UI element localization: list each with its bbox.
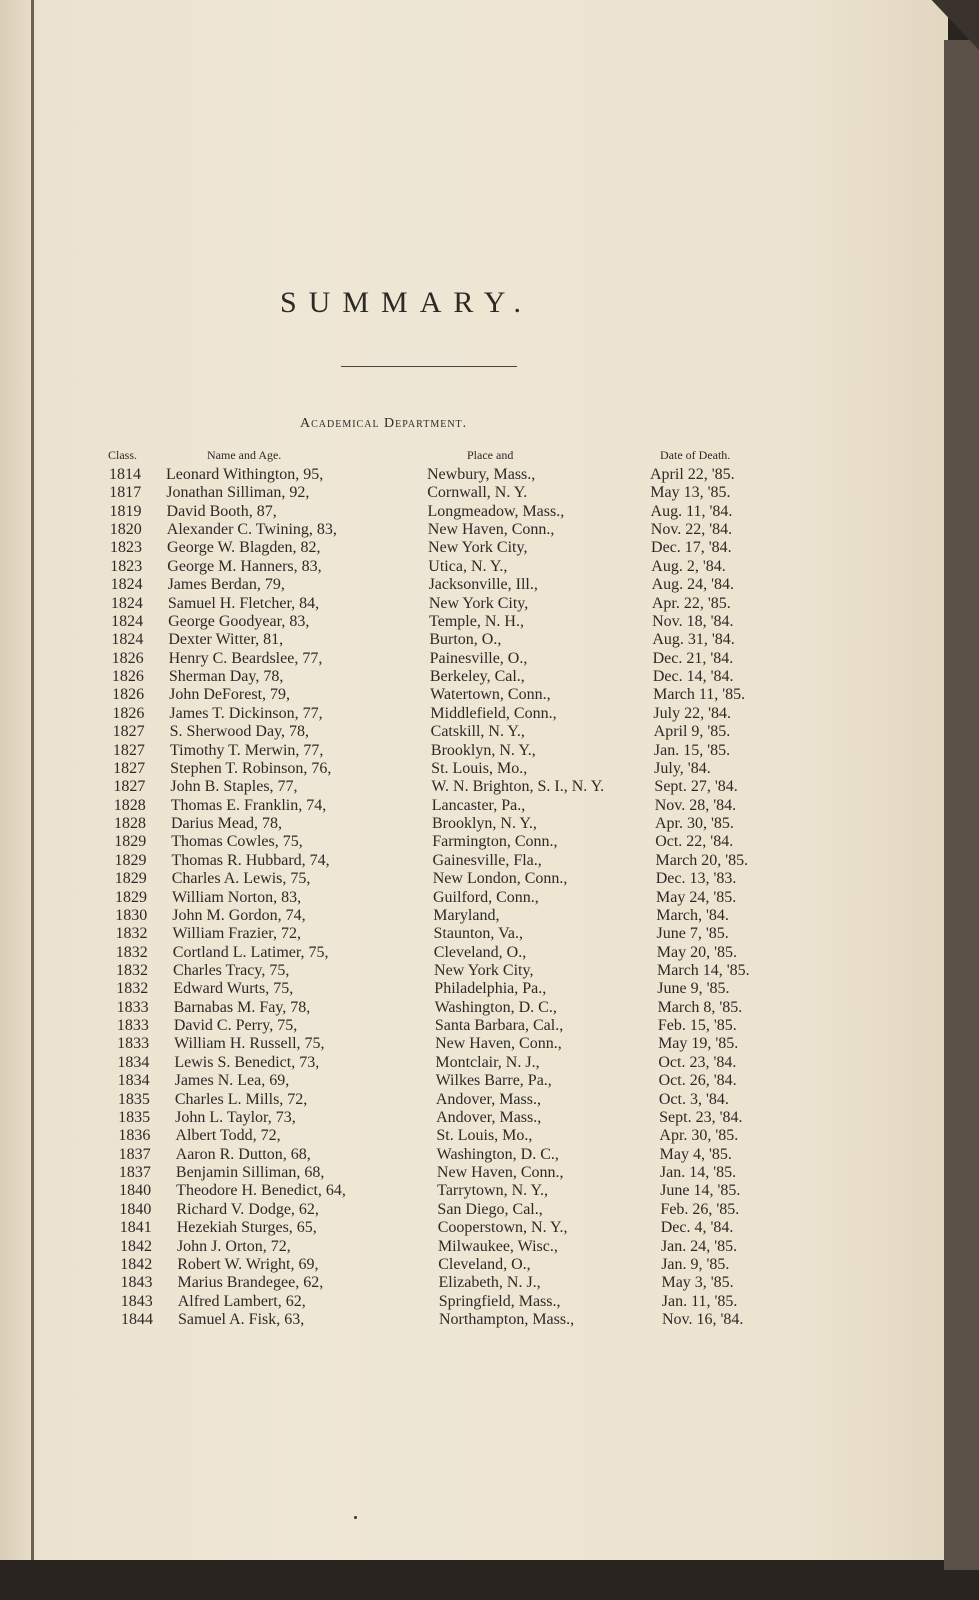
name-and-age: Samuel A. Fisk, 63, bbox=[178, 1311, 305, 1329]
table-row bbox=[0, 760, 948, 778]
place: Cornwall, N. Y. bbox=[427, 484, 528, 502]
date-of-death: Apr. 30, '85. bbox=[659, 1127, 739, 1145]
table-row bbox=[0, 797, 948, 815]
name-and-age: David C. Perry, 75, bbox=[173, 1017, 298, 1035]
place: Longmeadow, Mass., bbox=[427, 502, 565, 520]
name-and-age: James N. Lea, 69, bbox=[174, 1072, 290, 1090]
place: Washington, D. C., bbox=[436, 1145, 559, 1163]
date-of-death: July 22, '84. bbox=[653, 704, 731, 722]
place: Andover, Mass., bbox=[436, 1108, 542, 1126]
header-class: Class. bbox=[108, 448, 138, 462]
name-and-age: James Berdan, 79, bbox=[167, 576, 285, 594]
date-of-death: Feb. 26, '85. bbox=[660, 1200, 740, 1218]
date-of-death: Aug. 2, '84. bbox=[651, 557, 726, 575]
date-of-death: Dec. 14, '84. bbox=[652, 668, 734, 686]
class-year: 1843 bbox=[120, 1274, 153, 1292]
date-of-death: Sept. 23, '84. bbox=[659, 1108, 743, 1126]
place: Cleveland, O., bbox=[438, 1255, 531, 1273]
name-and-age: John L. Taylor, 73, bbox=[175, 1108, 296, 1126]
place: Guilford, Conn., bbox=[433, 888, 539, 906]
table-row bbox=[0, 742, 948, 760]
place: Painesville, O., bbox=[429, 649, 528, 667]
date-of-death: March, '84. bbox=[656, 906, 729, 924]
title-divider bbox=[341, 366, 517, 367]
place: New York City, bbox=[428, 539, 528, 557]
name-and-age: Alfred Lambert, 62, bbox=[177, 1292, 306, 1310]
date-of-death: June 14, '85. bbox=[660, 1182, 741, 1200]
class-year: 1820 bbox=[109, 521, 142, 539]
name-and-age: James T. Dickinson, 77, bbox=[169, 704, 323, 722]
name-and-age: Benjamin Silliman, 68, bbox=[175, 1164, 325, 1182]
table-row bbox=[0, 1054, 948, 1072]
class-year: 1814 bbox=[109, 466, 141, 483]
place: Wilkes Barre, Pa., bbox=[435, 1072, 552, 1090]
date-of-death: Dec. 4, '84. bbox=[660, 1219, 734, 1237]
date-of-death: Apr. 22, '85. bbox=[651, 594, 731, 612]
table-row bbox=[0, 705, 948, 723]
table-row bbox=[0, 521, 948, 539]
table-row bbox=[0, 962, 948, 980]
class-year: 1835 bbox=[118, 1108, 151, 1126]
name-and-age: Dexter Witter, 81, bbox=[168, 631, 284, 649]
name-and-age: Jonathan Silliman, 92, bbox=[166, 484, 310, 502]
name-and-age: John J. Orton, 72, bbox=[176, 1237, 291, 1255]
table-row bbox=[0, 1164, 948, 1182]
name-and-age: Thomas R. Hubbard, 74, bbox=[171, 851, 330, 869]
date-of-death: Jan. 11, '85. bbox=[661, 1292, 738, 1310]
name-and-age: William H. Russell, 75, bbox=[174, 1035, 325, 1053]
name-and-age: Albert Todd, 72, bbox=[175, 1127, 281, 1145]
date-of-death: June 7, '85. bbox=[656, 925, 729, 943]
table-row bbox=[0, 1274, 948, 1292]
table-row bbox=[0, 723, 948, 741]
table-row bbox=[0, 631, 948, 649]
date-of-death: April 9, '85. bbox=[653, 723, 731, 741]
name-and-age: William Norton, 83, bbox=[172, 888, 302, 906]
place: Burton, O., bbox=[429, 631, 502, 649]
class-year: 1828 bbox=[113, 796, 146, 814]
name-and-age: Robert W. Wright, 69, bbox=[177, 1255, 319, 1273]
place: Elizabeth, N. J., bbox=[438, 1274, 541, 1292]
date-of-death: Sept. 27, '84. bbox=[654, 778, 738, 796]
table-row bbox=[0, 503, 948, 521]
name-and-age: Leonard Withington, 95, bbox=[166, 466, 324, 483]
date-of-death: Dec. 17, '84. bbox=[651, 539, 732, 557]
place: Staunton, Va., bbox=[433, 925, 523, 943]
table-row bbox=[0, 650, 948, 668]
page-title: SUMMARY. bbox=[280, 286, 534, 319]
place: Watertown, Conn., bbox=[430, 686, 551, 704]
table-row bbox=[0, 1219, 948, 1237]
name-and-age: Thomas E. Franklin, 74, bbox=[170, 796, 327, 814]
place: Temple, N. H., bbox=[429, 612, 524, 630]
table-row bbox=[0, 815, 948, 833]
class-year: 1829 bbox=[114, 870, 147, 888]
name-and-age: Charles Tracy, 75, bbox=[173, 961, 290, 979]
class-year: 1826 bbox=[111, 668, 144, 686]
class-year: 1834 bbox=[117, 1053, 150, 1071]
place: Washington, D. C., bbox=[434, 998, 557, 1016]
place: New London, Conn., bbox=[432, 870, 568, 888]
table-row bbox=[0, 980, 948, 998]
name-and-age: Charles A. Lewis, 75, bbox=[171, 870, 311, 888]
class-year: 1828 bbox=[113, 815, 146, 833]
table-row bbox=[0, 778, 948, 796]
page-mark bbox=[354, 1516, 357, 1519]
date-of-death: Dec. 13, '83. bbox=[655, 870, 737, 888]
place: Cleveland, O., bbox=[433, 943, 527, 961]
place: Tarrytown, N. Y., bbox=[437, 1182, 549, 1200]
class-year: 1833 bbox=[116, 998, 149, 1016]
date-of-death: March 14, '85. bbox=[657, 961, 750, 979]
class-year: 1835 bbox=[117, 1090, 150, 1108]
table-row bbox=[0, 1201, 948, 1219]
name-and-age: Richard V. Dodge, 62, bbox=[176, 1200, 319, 1218]
date-of-death: Dec. 21, '84. bbox=[652, 649, 734, 667]
name-and-age: Lewis S. Benedict, 73, bbox=[174, 1053, 320, 1071]
class-year: 1842 bbox=[119, 1237, 152, 1255]
class-year: 1824 bbox=[110, 594, 143, 612]
class-year: 1827 bbox=[113, 778, 146, 796]
place: Newbury, Mass., bbox=[427, 466, 536, 483]
name-and-age: Aaron R. Dutton, 68, bbox=[175, 1145, 311, 1163]
table-row bbox=[0, 1072, 948, 1090]
date-of-death: March 8, '85. bbox=[657, 998, 743, 1016]
table-row bbox=[0, 484, 948, 502]
place: Jacksonville, Ill., bbox=[428, 576, 538, 594]
place: Berkeley, Cal., bbox=[429, 668, 525, 686]
name-and-age: Hezekiah Sturges, 65, bbox=[176, 1219, 317, 1237]
place: Philadelphia, Pa., bbox=[434, 980, 547, 998]
date-of-death: Aug. 24, '84. bbox=[651, 576, 734, 594]
place: New Haven, Conn., bbox=[427, 521, 555, 539]
date-of-death: May 19, '85. bbox=[658, 1035, 739, 1053]
class-year: 1837 bbox=[118, 1164, 151, 1182]
table-row bbox=[0, 1017, 948, 1035]
place: Catskill, N. Y., bbox=[430, 723, 525, 741]
name-and-age: George W. Blagden, 82, bbox=[167, 539, 321, 557]
date-of-death: May 4, '85. bbox=[659, 1145, 732, 1163]
place: Andover, Mass., bbox=[435, 1090, 541, 1108]
table-row bbox=[0, 539, 948, 557]
name-and-age: Samuel H. Fletcher, 84, bbox=[167, 594, 320, 612]
name-and-age: Stephen T. Robinson, 76, bbox=[170, 759, 332, 777]
table-row bbox=[0, 1238, 948, 1256]
class-year: 1840 bbox=[119, 1182, 152, 1200]
class-year: 1833 bbox=[117, 1035, 150, 1053]
table-row bbox=[0, 1091, 948, 1109]
date-of-death: Jan. 14, '85. bbox=[659, 1164, 737, 1182]
date-of-death: Oct. 26, '84. bbox=[658, 1072, 737, 1090]
name-and-age: Thomas Cowles, 75, bbox=[171, 833, 303, 851]
place: Northampton, Mass., bbox=[439, 1311, 575, 1329]
class-year: 1832 bbox=[116, 980, 149, 998]
date-of-death: Nov. 28, '84. bbox=[654, 796, 737, 814]
table-row bbox=[0, 686, 948, 704]
class-year: 1829 bbox=[114, 851, 147, 869]
name-and-age: Timothy T. Merwin, 77, bbox=[169, 741, 324, 759]
place: Lancaster, Pa., bbox=[431, 796, 526, 814]
place: St. Louis, Mo., bbox=[436, 1127, 533, 1145]
class-year: 1827 bbox=[112, 741, 145, 759]
name-and-age: David Booth, 87, bbox=[166, 502, 277, 520]
class-year: 1844 bbox=[121, 1311, 153, 1329]
page-edge-shadow bbox=[944, 40, 979, 1570]
class-year: 1833 bbox=[116, 1017, 149, 1035]
date-of-death: April 22, '85. bbox=[650, 466, 735, 483]
table-row bbox=[0, 944, 948, 962]
header-place: Place and bbox=[467, 448, 514, 462]
class-year: 1817 bbox=[109, 484, 142, 502]
place: St. Louis, Mo., bbox=[431, 759, 528, 777]
name-and-age: William Frazier, 72, bbox=[172, 925, 301, 943]
table-row bbox=[0, 668, 948, 686]
table-row bbox=[0, 1127, 948, 1145]
table-row bbox=[0, 907, 948, 925]
class-year: 1819 bbox=[109, 502, 142, 520]
date-of-death: Jan. 9, '85. bbox=[661, 1255, 730, 1273]
date-of-death: May 24, '85. bbox=[656, 888, 737, 906]
table-row bbox=[0, 852, 948, 870]
class-year: 1823 bbox=[110, 557, 143, 575]
name-and-age: Henry C. Beardslee, 77, bbox=[168, 649, 323, 667]
place: San Diego, Cal., bbox=[437, 1200, 543, 1218]
place: Brooklyn, N. Y., bbox=[430, 741, 536, 759]
place: Middlefield, Conn., bbox=[430, 704, 557, 722]
table-row bbox=[0, 889, 948, 907]
date-of-death: Nov. 16, '84. bbox=[662, 1311, 744, 1329]
name-and-age: George Goodyear, 83, bbox=[168, 612, 310, 630]
name-and-age: Darius Mead, 78, bbox=[170, 815, 283, 833]
class-year: 1830 bbox=[115, 906, 148, 924]
date-of-death: March 11, '85. bbox=[653, 686, 746, 704]
date-of-death: Feb. 15, '85. bbox=[657, 1017, 737, 1035]
class-year: 1842 bbox=[120, 1255, 153, 1273]
name-and-age: Theodore H. Benedict, 64, bbox=[176, 1182, 346, 1200]
date-of-death: Aug. 11, '84. bbox=[650, 502, 733, 520]
table-row bbox=[0, 558, 948, 576]
class-year: 1840 bbox=[119, 1200, 152, 1218]
name-and-age: Sherman Day, 78, bbox=[168, 668, 284, 686]
class-year: 1837 bbox=[118, 1145, 151, 1163]
class-year: 1834 bbox=[117, 1072, 150, 1090]
name-and-age: John M. Gordon, 74, bbox=[172, 906, 306, 924]
date-of-death: Nov. 18, '84. bbox=[652, 612, 734, 630]
class-year: 1832 bbox=[115, 943, 148, 961]
table-row bbox=[0, 613, 948, 631]
table-row bbox=[0, 1109, 948, 1127]
name-and-age: Marius Brandegee, 62, bbox=[177, 1274, 324, 1292]
date-of-death: Oct. 23, '84. bbox=[658, 1053, 737, 1071]
place: Utica, N. Y., bbox=[428, 557, 508, 575]
place: Springfield, Mass., bbox=[438, 1292, 561, 1310]
place: New Haven, Conn., bbox=[435, 1035, 562, 1053]
class-year: 1826 bbox=[112, 686, 145, 704]
date-of-death: May 20, '85. bbox=[656, 943, 737, 961]
header-name: Name and Age. bbox=[207, 448, 282, 462]
table-row bbox=[0, 999, 948, 1017]
date-of-death: May 13, '85. bbox=[650, 484, 731, 502]
place: Milwaukee, Wisc., bbox=[437, 1237, 558, 1255]
place: Montclair, N. J., bbox=[435, 1053, 540, 1071]
place: Maryland, bbox=[433, 906, 500, 924]
place: Santa Barbara, Cal., bbox=[434, 1017, 564, 1035]
class-year: 1829 bbox=[114, 833, 147, 851]
class-year: 1824 bbox=[111, 612, 144, 630]
table-row bbox=[0, 1293, 948, 1311]
table-row bbox=[0, 870, 948, 888]
place: New York City, bbox=[434, 961, 534, 979]
class-year: 1826 bbox=[111, 649, 144, 667]
place: Farmington, Conn., bbox=[432, 833, 558, 851]
name-and-age: John B. Staples, 77, bbox=[170, 778, 298, 796]
date-of-death: Oct. 22, '84. bbox=[655, 833, 734, 851]
date-of-death: Jan. 15, '85. bbox=[653, 741, 731, 759]
class-year: 1841 bbox=[119, 1219, 152, 1237]
class-year: 1836 bbox=[118, 1127, 151, 1145]
date-of-death: Apr. 30, '85. bbox=[654, 815, 734, 833]
name-and-age: Charles L. Mills, 72, bbox=[174, 1090, 308, 1108]
name-and-age: Cortland L. Latimer, 75, bbox=[172, 943, 329, 961]
table-row bbox=[0, 466, 948, 484]
place: New Haven, Conn., bbox=[436, 1164, 564, 1182]
place: Cooperstown, N. Y., bbox=[437, 1219, 568, 1237]
name-and-age: Barnabas M. Fay, 78, bbox=[173, 998, 311, 1016]
place: W. N. Brighton, S. I., N. Y. bbox=[431, 778, 605, 796]
name-and-age: Edward Wurts, 75, bbox=[173, 980, 294, 998]
table-row bbox=[0, 1182, 948, 1200]
table-row bbox=[0, 925, 948, 943]
table-row bbox=[0, 1146, 948, 1164]
section-heading: Academical Department. bbox=[300, 416, 468, 431]
class-year: 1843 bbox=[120, 1292, 153, 1310]
date-of-death: March 20, '85. bbox=[655, 851, 749, 869]
name-and-age: George M. Hanners, 83, bbox=[167, 557, 322, 575]
date-of-death: Aug. 31, '84. bbox=[652, 631, 735, 649]
class-year: 1827 bbox=[112, 723, 145, 741]
date-of-death: Jan. 24, '85. bbox=[660, 1237, 738, 1255]
place: Brooklyn, N. Y., bbox=[431, 815, 537, 833]
table-row bbox=[0, 1311, 948, 1329]
table-row bbox=[0, 576, 948, 594]
class-year: 1832 bbox=[115, 925, 148, 943]
class-year: 1824 bbox=[111, 631, 144, 649]
name-and-age: Alexander C. Twining, 83, bbox=[166, 521, 337, 539]
name-and-age: John DeForest, 79, bbox=[169, 686, 291, 704]
class-year: 1826 bbox=[112, 704, 145, 722]
class-year: 1824 bbox=[110, 576, 143, 594]
class-year: 1829 bbox=[115, 888, 147, 906]
date-of-death: Nov. 22, '84. bbox=[650, 521, 733, 539]
date-of-death: July, '84. bbox=[654, 759, 711, 777]
class-year: 1832 bbox=[116, 961, 149, 979]
table-row bbox=[0, 595, 948, 613]
name-and-age: S. Sherwood Day, 78, bbox=[169, 723, 310, 741]
place: Gainesville, Fla., bbox=[432, 851, 542, 869]
date-of-death: June 9, '85. bbox=[657, 980, 730, 998]
date-of-death: May 3, '85. bbox=[661, 1274, 734, 1292]
class-year: 1827 bbox=[113, 759, 146, 777]
table-row bbox=[0, 833, 948, 851]
date-of-death: Oct. 3, '84. bbox=[658, 1090, 729, 1108]
table-row bbox=[0, 1256, 948, 1274]
class-year: 1823 bbox=[110, 539, 143, 557]
place: New York City, bbox=[428, 594, 529, 612]
table-row bbox=[0, 1035, 948, 1053]
header-date: Date of Death. bbox=[660, 448, 731, 462]
